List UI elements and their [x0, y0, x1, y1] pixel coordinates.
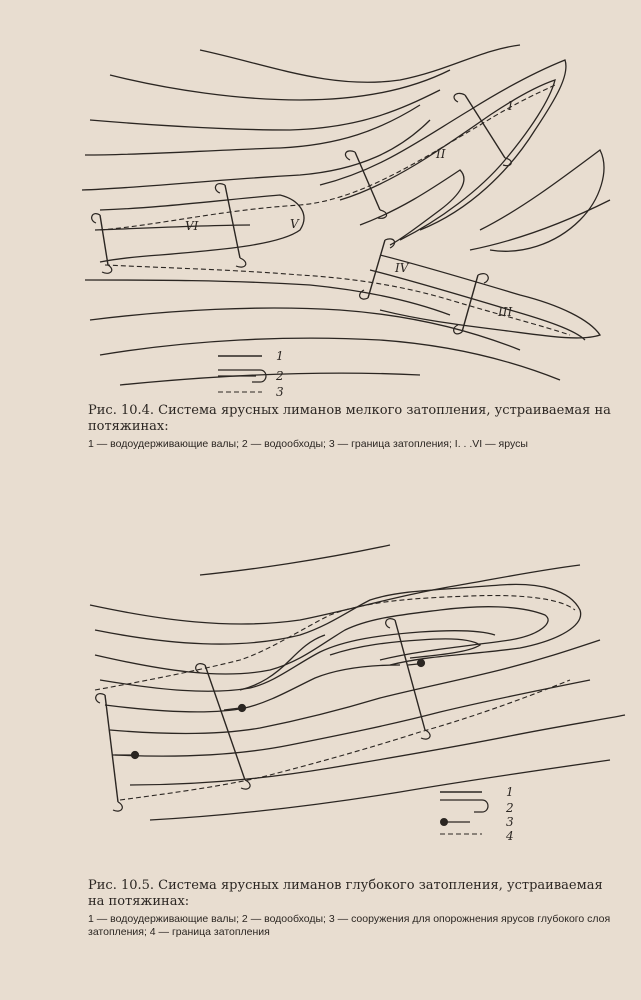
- figure-10-5-caption: [88, 878, 623, 939]
- tier-label-iv: IV: [395, 261, 409, 275]
- contour-line: [85, 280, 450, 315]
- bypass-arrow: [236, 258, 246, 267]
- tier-label-iii: III: [498, 305, 513, 319]
- bypass-arrow: [386, 619, 395, 628]
- bypass-arrow: [345, 151, 355, 160]
- legend-number-2: 2: [506, 801, 514, 815]
- contour-line: [380, 255, 600, 338]
- bypass-arrow: [421, 730, 430, 739]
- contour-line: [110, 640, 600, 734]
- contour-line: [320, 60, 566, 230]
- drain-structure-dot: [132, 752, 139, 759]
- contour-line: [150, 760, 610, 820]
- flood-boundary-line: [95, 596, 575, 690]
- tier-label-v: V: [290, 217, 299, 231]
- drain-structure-line: [408, 664, 418, 665]
- bypass-arrow: [96, 694, 105, 703]
- contour-line: [130, 715, 625, 785]
- dam-line: [465, 95, 505, 158]
- dam-line: [225, 185, 240, 258]
- contour-line: [240, 635, 325, 690]
- bypass-arrow: [215, 184, 225, 193]
- dam-line: [105, 695, 118, 802]
- figure-10-5-title: Рис. 10.5. Система ярусных лиманов глубокого затопления, устраиваемая на потяжинах:: [88, 878, 603, 910]
- dam-line: [368, 240, 385, 298]
- bypass-arrow: [478, 274, 488, 283]
- contour-line: [90, 308, 520, 350]
- contour-line: [200, 545, 390, 575]
- bypass-arrow: [102, 265, 112, 273]
- figure-10-4-legend-text: 1 — водоудерживающие валы; 2 — водообходы; 3 — граница затопления; I. . .VI — ярусы: [88, 437, 528, 450]
- figure-10-4: [0, 30, 641, 400]
- bypass-arrow: [113, 802, 122, 811]
- figure-10-4-caption: [88, 403, 623, 451]
- flood-boundary-line: [105, 265, 570, 335]
- tier-label-i: I: [508, 99, 513, 113]
- dam-line: [205, 665, 245, 780]
- contour-map-deep-flooding: [0, 530, 641, 870]
- contour-line: [200, 45, 520, 82]
- legend-number-3: 3: [506, 815, 514, 829]
- legend-bypass-symbol: [440, 800, 488, 812]
- legend-number-1: 1: [506, 785, 514, 799]
- contour-line: [90, 90, 440, 130]
- bypass-arrow: [454, 93, 465, 102]
- bypass-arrow: [196, 664, 205, 673]
- tier-label-ii: II: [436, 147, 446, 161]
- drain-structure-dot: [418, 660, 425, 667]
- legend-number-1: 1: [276, 349, 284, 363]
- contour-line: [110, 70, 450, 100]
- contour-line: [82, 120, 430, 190]
- tier-label-vi: VI: [185, 219, 199, 233]
- contour-line: [90, 565, 580, 624]
- legend-number-3: 3: [276, 385, 284, 399]
- drain-structure-dot: [239, 705, 246, 712]
- legend-number-2: 2: [276, 369, 284, 383]
- figure-10-5: [0, 530, 641, 870]
- flood-boundary-line: [100, 85, 555, 230]
- contour-line: [470, 200, 610, 250]
- dam-line: [395, 620, 425, 730]
- figure-10-5-legend-text: 1 — водоудерживающие валы; 2 — водообходы; 3 — сооружения для опорожнения ярусов глубокого слоя затопления; 4 — граница затопления: [88, 912, 611, 938]
- dam-line: [462, 275, 478, 332]
- dam-line: [100, 215, 108, 265]
- figure2-legend: [440, 785, 514, 843]
- figure-10-4-title: Рис. 10.4. Система ярусных лиманов мелкого затопления, устраиваемая на потяжинах:: [88, 403, 611, 435]
- contour-map-shallow-flooding: [0, 30, 641, 400]
- contour-line: [480, 150, 604, 251]
- contour-line: [115, 680, 590, 756]
- contour-line: [120, 373, 420, 385]
- legend-number-4: 4: [506, 829, 514, 843]
- contour-line: [95, 225, 250, 230]
- bypass-arrow: [92, 214, 100, 223]
